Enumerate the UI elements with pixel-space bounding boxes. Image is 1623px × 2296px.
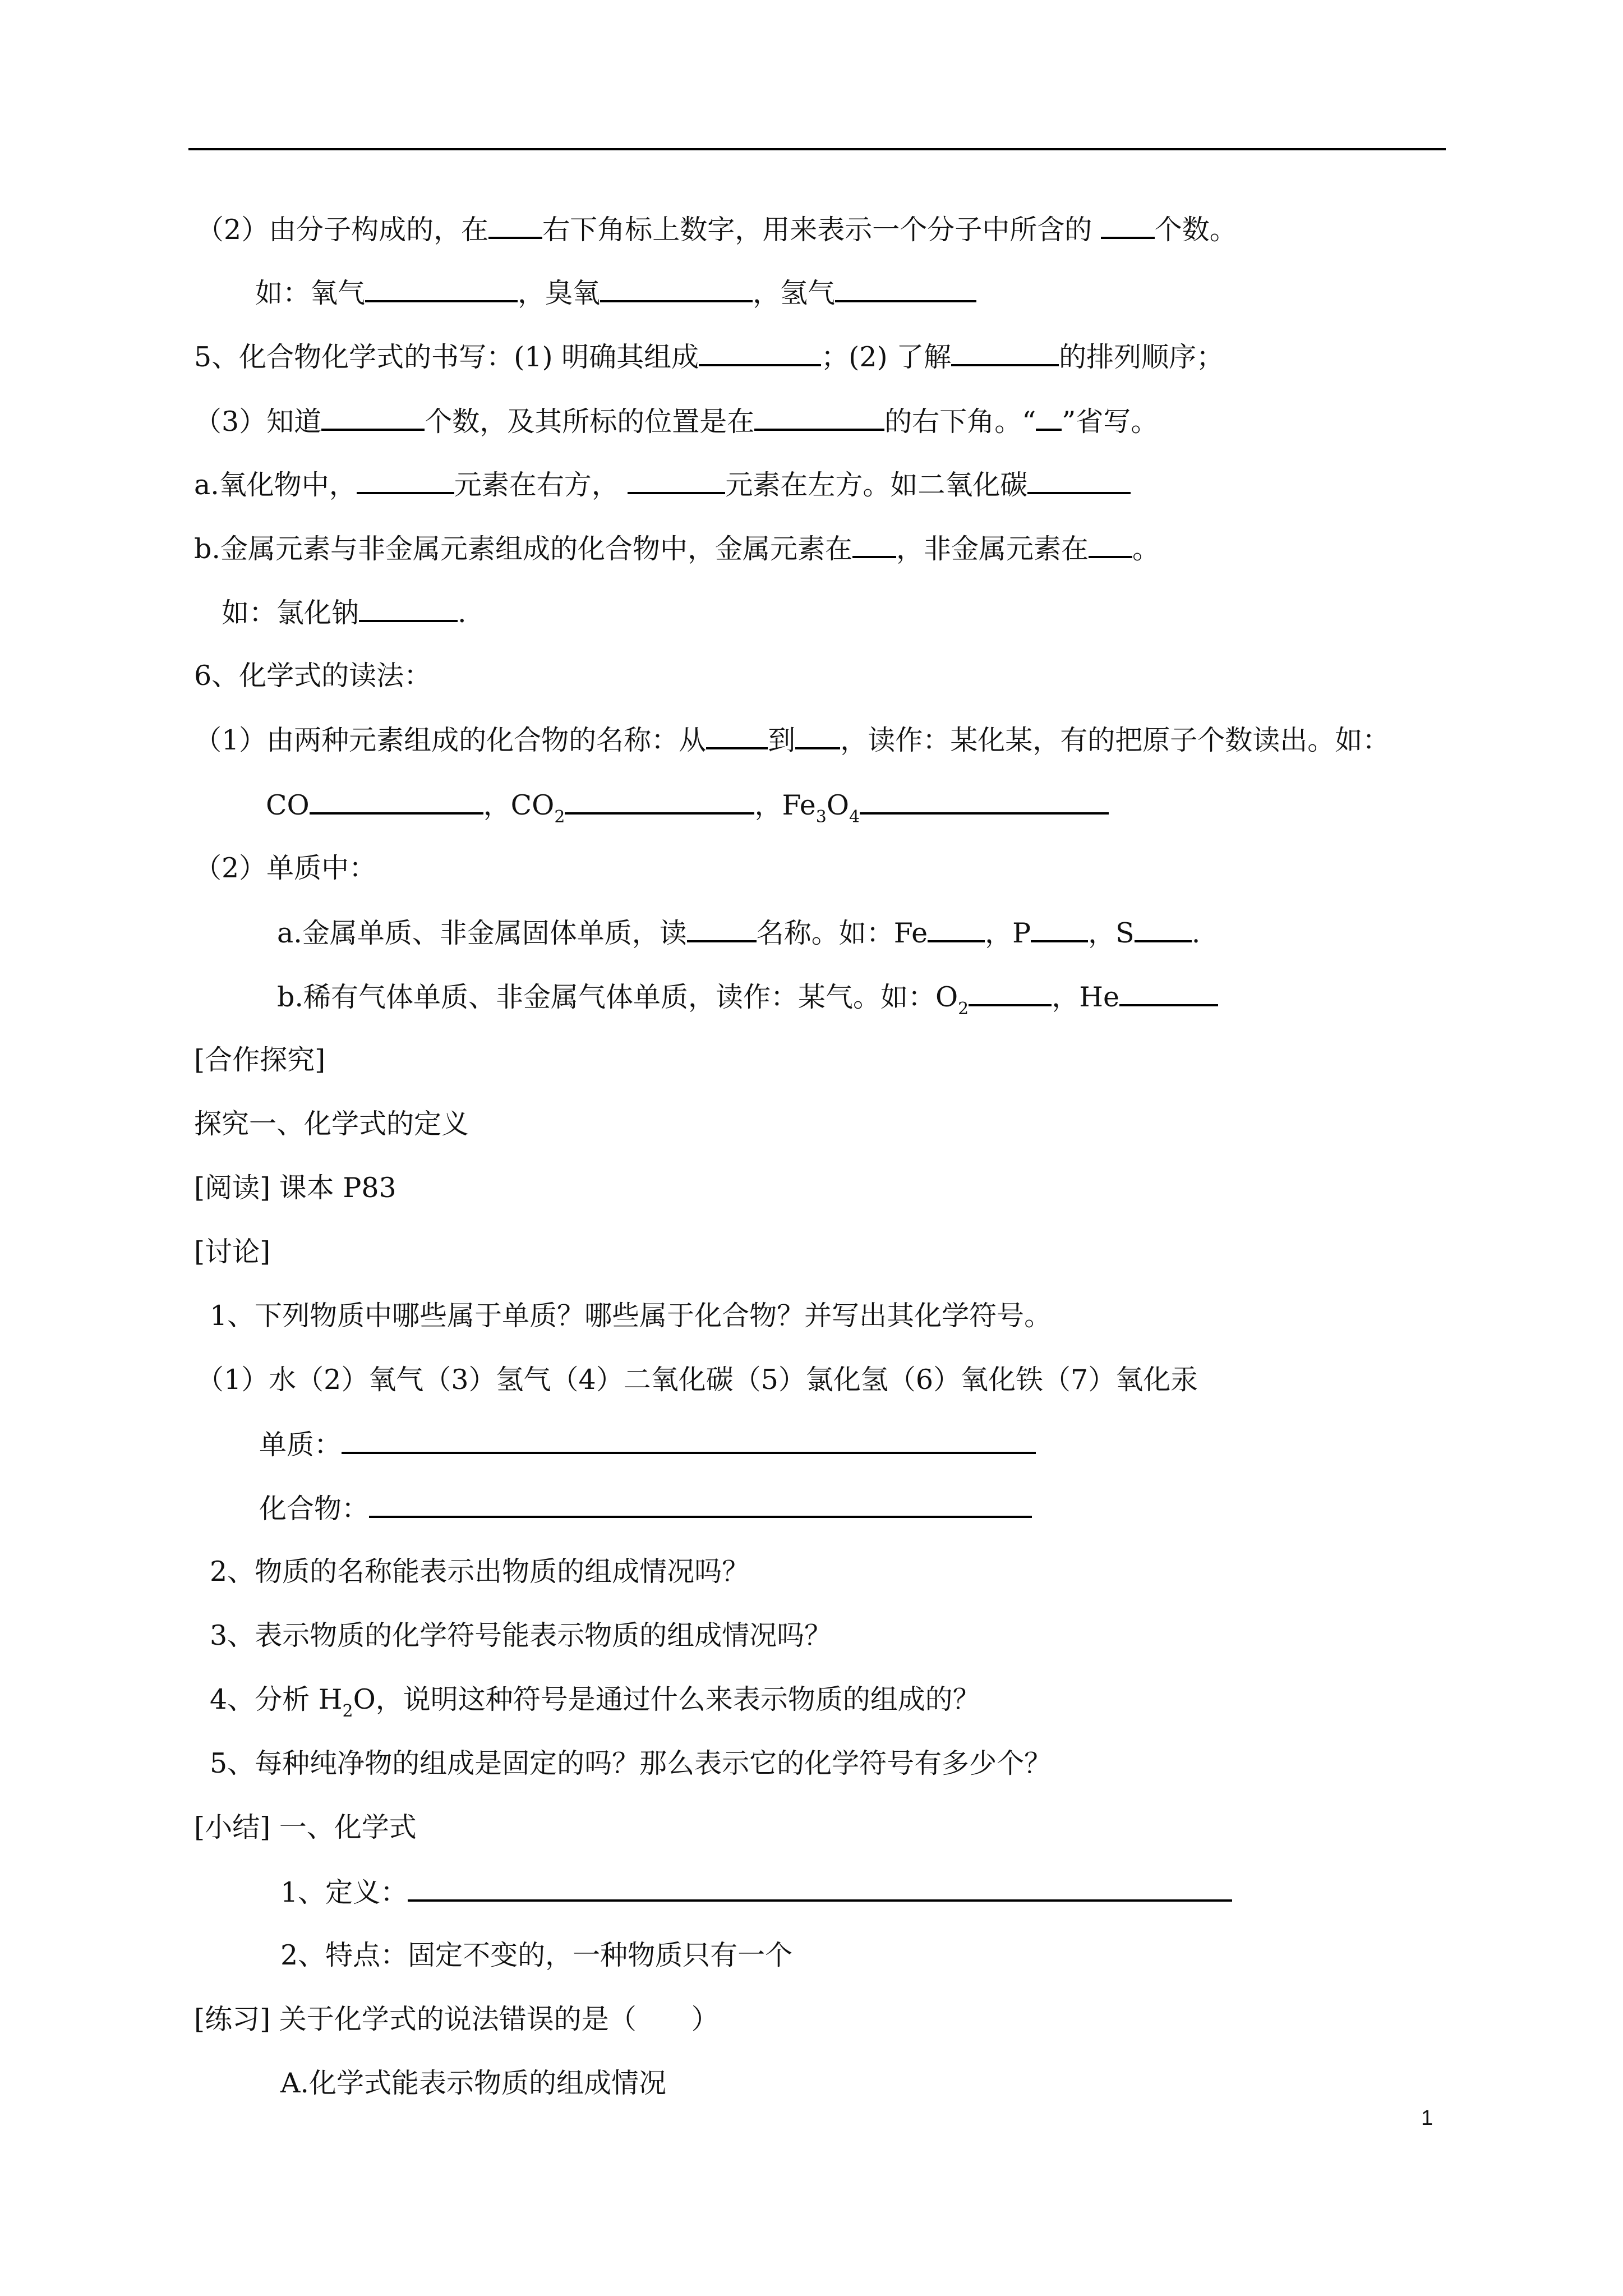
substance-list: （1）水（2）氧气（3）氢气（4）二氧化碳（5）氯化氢（6）氧化铁（7）氧化汞 bbox=[196, 1364, 1198, 1396]
line-naming-examples: CO ，$CO_2$ ，$Fe_3O_4$ bbox=[266, 788, 1109, 826]
option-a: A.化学式能表示物质的组成情况 bbox=[280, 2067, 666, 2099]
line-oxide-rule: a.氧化物中， 元素在右方， 元素在左方。如二氧化碳 bbox=[194, 467, 1131, 502]
question-4: 4、分析 $H_2O$，说明这种符号是通过什么来表示物质的组成的？ bbox=[210, 1683, 980, 1721]
question-3: 3、表示物质的化学符号能表示物质的组成情况吗？ bbox=[210, 1619, 832, 1651]
exercise-question: [练习] 关于化学式的说法错误的是（ ） bbox=[194, 2003, 719, 2035]
line-molecular-subscript: （2）由分子构成的，在 右下角标上数字，用来表示一个分子中所含的 个数。 bbox=[196, 212, 1237, 247]
feature-line: 2、特点：固定不变的，一种物质只有一个 bbox=[280, 1939, 793, 1971]
line-binary-naming: （1）由两种元素组成的化合物的名称：从 到 ，读作：某化某，有的把原子个数读出。如： bbox=[194, 723, 1390, 757]
definition-line: 1、定义： bbox=[280, 1875, 1232, 1910]
section-cooperative-inquiry: [合作探究] bbox=[194, 1044, 326, 1076]
line-examples-gases: 如：氧气 ，臭氧 ，氢气 bbox=[255, 275, 976, 310]
reading-note: [阅读] 课本 P83 bbox=[194, 1172, 396, 1204]
section-6-heading: 6、化学式的读法： bbox=[194, 660, 432, 692]
line-metal-elements: a.金属单质、非金属固体单质，读 名称。如：Fe ，P ，S . bbox=[277, 915, 1200, 950]
question-2: 2、物质的名称能表示出物质的组成情况吗？ bbox=[210, 1556, 750, 1588]
question-5: 5、每种纯净物的组成是固定的吗？那么表示它的化学符号有多少个？ bbox=[210, 1747, 1052, 1779]
line-gas-elements: b.稀有气体单质、非金属气体单质，读作：某气。如：$O_2$ ，He bbox=[277, 979, 1218, 1018]
line-know-count: （3）知道 个数，及其所标的位置是在 的右下角。“ ”省写。 bbox=[194, 404, 1158, 439]
summary-heading: [小结] 一、化学式 bbox=[194, 1811, 417, 1843]
page-number: 1 bbox=[1421, 2106, 1433, 2130]
elements-answer-line: 单质： bbox=[259, 1427, 1036, 1462]
compounds-answer-line: 化合物： bbox=[259, 1491, 1032, 1526]
line-compound-formula: 5、化合物化学式的书写：(1) 明确其组成 ；(2) 了解 的排列顺序； bbox=[194, 339, 1224, 374]
line-metal-nonmetal-rule: b.金属元素与非金属元素组成的化合物中，金属元素在 ，非金属元素在 。 bbox=[194, 531, 1160, 566]
inquiry-1-title: 探究一、化学式的定义 bbox=[194, 1108, 469, 1140]
line-elements-heading: （2）单质中： bbox=[194, 852, 377, 884]
discussion-heading: [讨论] bbox=[194, 1236, 271, 1268]
line-nacl-example: 如：氯化钠 . bbox=[222, 595, 467, 630]
question-1: 1、下列物质中哪些属于单质？哪些属于化合物？并写出其化学符号。 bbox=[210, 1300, 1052, 1332]
header-rule bbox=[188, 148, 1446, 150]
